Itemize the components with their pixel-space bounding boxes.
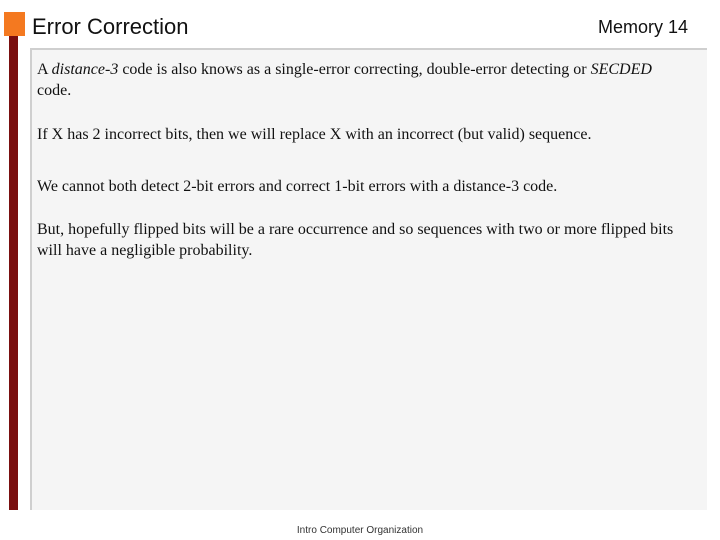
paragraph-secded — [37, 59, 687, 101]
p1-term-secded: SECDED — [590, 61, 652, 78]
accent-square — [4, 12, 25, 36]
p1-text-a: A — [37, 61, 52, 78]
slide-title: Error Correction — [32, 14, 189, 39]
paragraph-cannot-both: We cannot both detect 2-bit errors and correct 1-bit errors with a distance-3 code. — [37, 178, 558, 195]
slide-page-label: Memory 14 — [597, 17, 688, 37]
content-panel — [30, 48, 707, 510]
paragraph-flipped-bits: But, hopefully flipped bits will be a rare occurrence and so sequences with two or more flipped bits will have a negligible probability. — [37, 221, 674, 259]
p1-term-distance-3: distance-3 — [51, 61, 119, 78]
p1-text-b: code is also knows as a single-error correcting, double-error detecting or — [118, 61, 591, 78]
left-accent-bar — [9, 36, 18, 510]
p1-text-c: code. — [37, 82, 72, 99]
slide-footer: Intro Computer Organization — [296, 525, 424, 536]
paragraph-incorrect-bits: If X has 2 incorrect bits, then we will replace X with an incorrect (but valid) sequence. — [37, 126, 592, 143]
